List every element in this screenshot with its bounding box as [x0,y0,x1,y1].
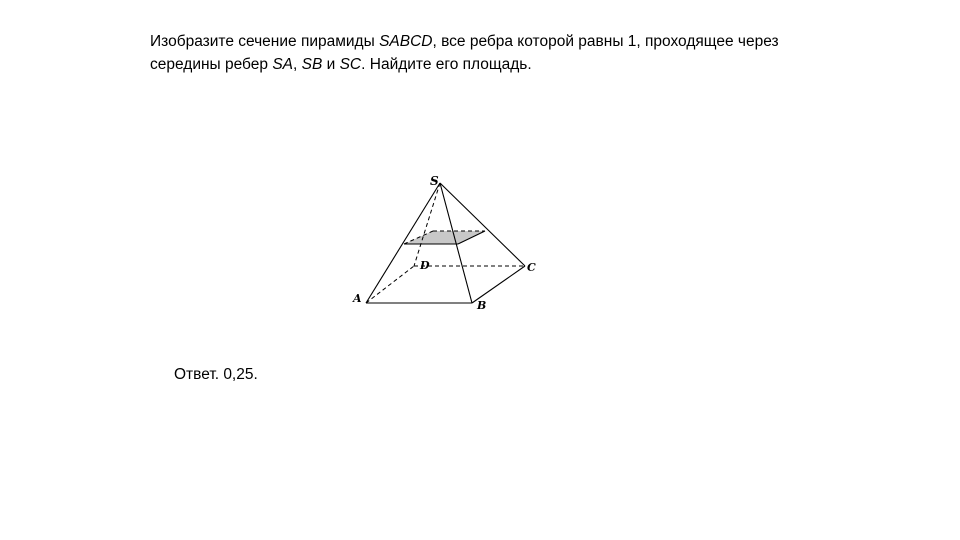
edge-line-bc [472,266,525,303]
conjunction: и [322,56,340,73]
pyramid-diagram [345,168,545,318]
label-a: A [353,292,362,305]
edge-line-ad [366,266,414,303]
edge-line-sc [440,183,525,266]
label-s: S [430,174,439,188]
pyramid-name: SABCD [379,33,433,50]
problem-text-1: Изобразите сечение пирамиды [150,33,380,50]
pyramid-figure [345,168,545,323]
edge-sa: SA [272,56,293,73]
separator: , [293,56,302,73]
label-b: B [477,299,487,312]
label-d: D [420,259,430,272]
problem-text-2: , все ребра которой равны 1, проходящее через середины ребер [150,33,779,73]
edge-sb: SB [301,56,323,73]
section-polygon [404,231,485,244]
problem-statement [150,30,830,76]
label-c: C [527,261,536,274]
edge-sc: SC [339,56,362,73]
edge-line-sd [414,183,440,266]
problem-text-3: . Найдите его площадь. [361,56,532,73]
answer-text: Ответ. 0,25. [174,366,258,383]
